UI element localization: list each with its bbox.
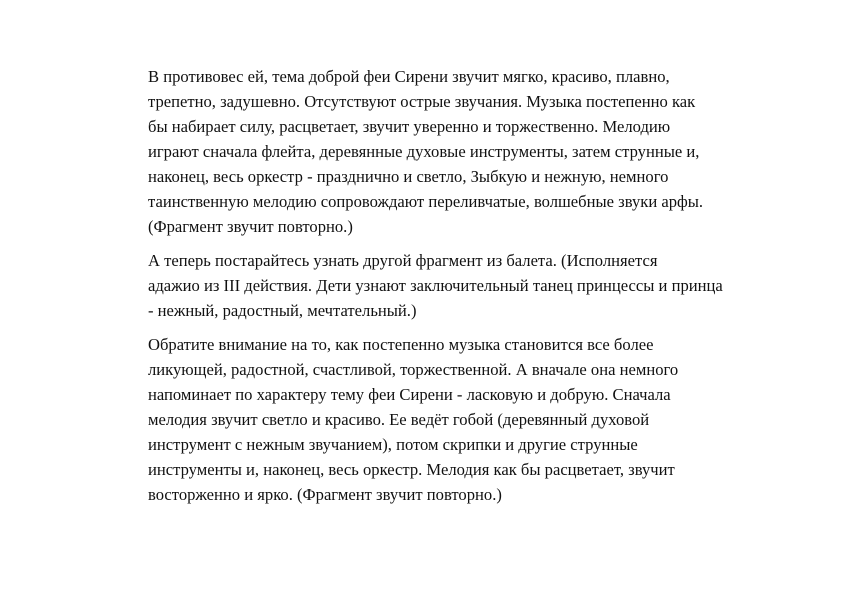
paragraph-adagio-fragment bbox=[148, 248, 768, 323]
paragraph-lilac-fairy-theme bbox=[148, 64, 768, 239]
text-line: адажио из III действия. Дети узнают заключительный танец принцессы и принца bbox=[148, 276, 723, 295]
text-line: таинственную мелодию сопровождают переливчатые, волшебные звуки арфы. bbox=[148, 192, 704, 211]
text-line: (Фрагмент звучит повторно.) bbox=[148, 217, 353, 236]
text-line: играют сначала флейта, деревянные духовые инструменты, затем струнные и, bbox=[148, 142, 700, 161]
document-body bbox=[148, 64, 768, 516]
paragraph-music-description bbox=[148, 332, 768, 507]
text-line: А теперь постарайтесь узнать другой фрагмент из балета. (Исполняется bbox=[148, 251, 658, 270]
text-line: восторженно и ярко. (Фрагмент звучит повторно.) bbox=[148, 485, 502, 504]
text-line: В противовес ей, тема доброй феи Сирени звучит мягко, красиво, плавно, bbox=[148, 67, 670, 86]
text-line: мелодия звучит светло и красиво. Ее ведёт гобой (деревянный духовой bbox=[148, 410, 650, 429]
text-line: напоминает по характеру тему феи Сирени - ласковую и добрую. Сначала bbox=[148, 385, 671, 404]
text-line: - нежный, радостный, мечтательный.) bbox=[148, 301, 417, 320]
text-line: инструмент с нежным звучанием), потом скрипки и другие струнные bbox=[148, 435, 638, 454]
text-line: ликующей, радостной, счастливой, торжественной. А вначале она немного bbox=[148, 360, 679, 379]
text-line: бы набирает силу, расцветает, звучит уверенно и торжественно. Мелодию bbox=[148, 117, 671, 136]
text-line: трепетно, задушевно. Отсутствуют острые звучания. Музыка постепенно как bbox=[148, 92, 696, 111]
text-line: наконец, весь оркестр - празднично и светло, Зыбкую и нежную, немного bbox=[148, 167, 669, 186]
text-line: Обратите внимание на то, как постепенно музыка становится все более bbox=[148, 335, 654, 354]
text-line: инструменты и, наконец, весь оркестр. Мелодия как бы расцветает, звучит bbox=[148, 460, 675, 479]
